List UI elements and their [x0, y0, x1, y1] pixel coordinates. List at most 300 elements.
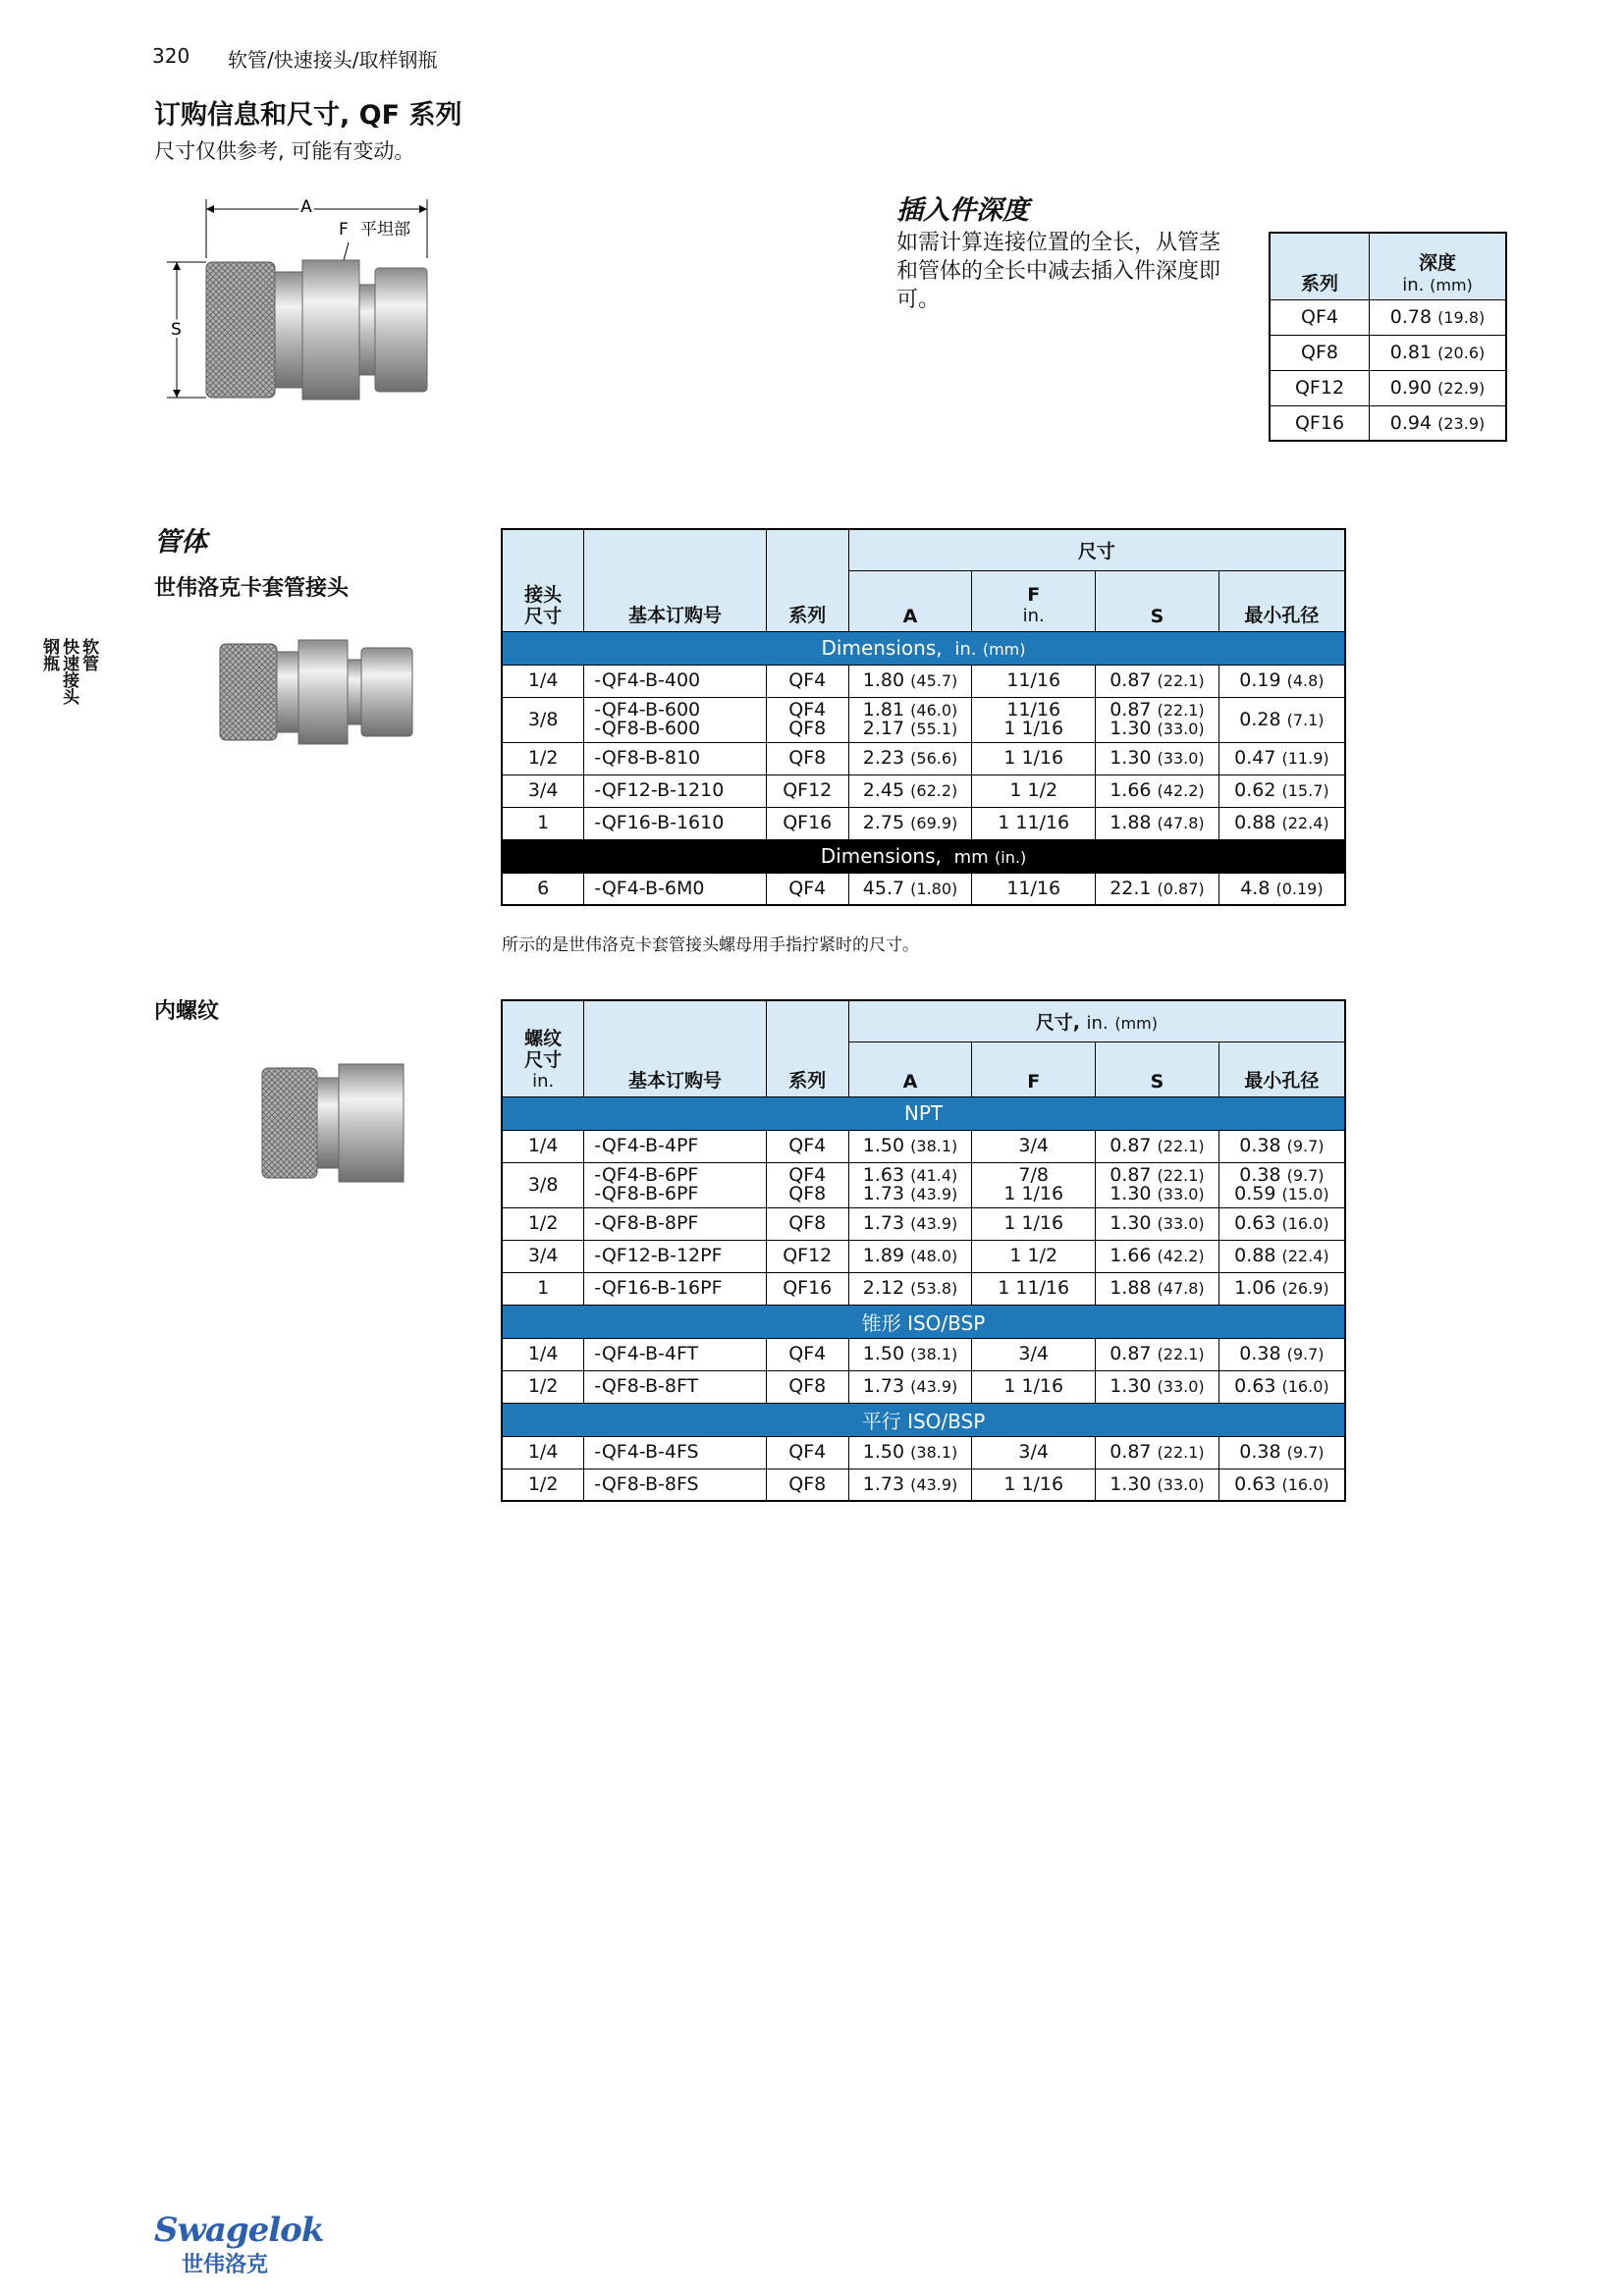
cell-a-line [849, 1137, 972, 1155]
order-number: -QF4-B-4PF [594, 1135, 699, 1156]
cell-a-line [849, 1214, 972, 1233]
cell-a-line [849, 1472, 972, 1495]
cell-order-number [584, 1207, 767, 1240]
cell-a-line [849, 1377, 972, 1396]
cell-s-alt: (22.1) [1157, 671, 1205, 690]
cell-s-main: 0.87 [1110, 699, 1152, 721]
col-a: A [848, 1041, 972, 1096]
cell-order-number [584, 1272, 767, 1305]
cell-size: 3/8 [502, 697, 584, 742]
cell-s-alt: (33.0) [1157, 749, 1205, 768]
cell-a [848, 1468, 972, 1501]
cell-size: 6 [502, 873, 584, 905]
cell-min-bore-line [1219, 749, 1344, 768]
f-value: 1 1/16 [1003, 747, 1064, 769]
col-connector-size-1: 接头 [524, 583, 563, 606]
dimension-diagram [157, 191, 452, 407]
cell-s-main: 1.88 [1110, 1277, 1152, 1299]
cell-order-number [584, 1436, 767, 1468]
cell-min-bore-alt: (7.1) [1286, 710, 1325, 729]
cell-min-bore-main: 0.59 [1234, 1183, 1276, 1204]
cell-s-main: 1.30 [1110, 1183, 1152, 1204]
f-value: 1 1/16 [1003, 1375, 1064, 1397]
cell-series [766, 1436, 848, 1468]
col-series: 系列 [766, 1000, 848, 1096]
cell-order-number [584, 1162, 767, 1207]
label-flat: 平坦部 [360, 220, 410, 240]
order-number: -QF4-B-4FT [594, 1343, 699, 1364]
insert-depth-title: 插入件深度 [896, 195, 1029, 226]
f-value: 1 1/2 [1009, 779, 1058, 801]
band-label: Dimensions, [821, 636, 943, 660]
cell-a-main: 45.7 [862, 877, 905, 899]
table-row [502, 1207, 1345, 1240]
depth-value [1370, 299, 1507, 335]
cell-f [972, 697, 1096, 742]
cell-s [1096, 1240, 1219, 1272]
col-min-bore: 最小孔径 [1218, 1041, 1345, 1096]
cell-s-line [1096, 749, 1218, 768]
depth-row [1270, 370, 1506, 405]
cell-order-number [584, 1468, 767, 1501]
side-tab-label-1: 软管 [79, 638, 98, 671]
cell-a-main: 1.73 [862, 1472, 905, 1495]
cell-min-bore [1218, 1338, 1345, 1370]
cell-min-bore [1218, 1272, 1345, 1305]
order-number: -QF4-B-400 [594, 669, 701, 691]
cell-s-line [1096, 781, 1218, 800]
cell-series [766, 873, 848, 905]
order-number: -QF8-B-810 [594, 747, 701, 769]
cell-a-alt: (46.0) [910, 701, 958, 720]
cell-a-line [849, 749, 972, 768]
cell-min-bore-line [1219, 1472, 1344, 1495]
cell-series [766, 1130, 848, 1162]
cell-s-line [1096, 1247, 1218, 1265]
order-number: -QF12-B-1210 [594, 779, 725, 801]
cell-min-bore-alt: (9.7) [1286, 1166, 1325, 1185]
cell-s-line [1096, 671, 1218, 690]
depth-row [1270, 405, 1506, 441]
cell-min-bore-main: 0.88 [1234, 1245, 1276, 1266]
depth-in: 0.78 [1389, 306, 1433, 328]
cell-s [1096, 1468, 1219, 1501]
cell-min-bore-main: 0.38 [1239, 1441, 1281, 1463]
cell-a-alt: (41.4) [910, 1166, 958, 1185]
series-value: QF8 [788, 1375, 827, 1397]
cell-s-alt: (42.2) [1157, 1247, 1205, 1265]
cell-min-bore-alt: (15.7) [1281, 781, 1329, 800]
cell-s-main: 0.87 [1110, 1135, 1152, 1156]
cell-a-main: 1.50 [862, 1343, 905, 1364]
cell-a [848, 1240, 972, 1272]
cell-a-alt: (43.9) [910, 1474, 958, 1494]
table-note: 所示的是世伟洛克卡套管接头螺母用手指拧紧时的尺寸。 [502, 935, 919, 955]
cell-min-bore-main: 0.38 [1239, 1135, 1281, 1156]
col-f-unit: in. [1022, 605, 1045, 626]
cell-series [766, 1272, 848, 1305]
cell-a-main: 2.75 [862, 812, 905, 833]
col-depth-unit-mm: (mm) [1430, 275, 1473, 294]
label-s: S [171, 320, 182, 340]
cell-a-line [849, 781, 972, 800]
col-thread-size [502, 1000, 584, 1096]
cell-s-alt: (22.1) [1157, 1166, 1205, 1185]
order-number: -QF4-B-600 [594, 699, 701, 721]
col-connector-size-2: 尺寸 [524, 605, 563, 627]
cell-f [972, 1130, 1096, 1162]
cell-min-bore [1218, 697, 1345, 742]
table-row [502, 742, 1345, 774]
cell-s-alt: (22.1) [1157, 1345, 1205, 1363]
cell-order-number [584, 1338, 767, 1370]
cell-min-bore-alt: (16.0) [1281, 1474, 1329, 1494]
cell-series [766, 1162, 848, 1207]
table-row [502, 807, 1345, 839]
depth-series: QF4 [1270, 299, 1370, 335]
insert-depth-table [1269, 232, 1507, 442]
tube-fitting-photo [218, 638, 414, 746]
cell-a-alt: (45.7) [910, 671, 958, 690]
cell-s [1096, 1370, 1219, 1403]
cell-s-line [1096, 1443, 1218, 1462]
cell-min-bore-line [1219, 877, 1344, 899]
band-label: Dimensions, [820, 844, 942, 868]
cell-min-bore-alt: (9.7) [1286, 1345, 1325, 1363]
col-depth-unit-in: in. [1402, 274, 1425, 295]
cell-s-alt: (22.1) [1157, 701, 1205, 720]
cell-size: 1 [502, 807, 584, 839]
series-value: QF8 [788, 747, 827, 769]
tube-fitting-table [501, 528, 1346, 906]
cell-min-bore-main: 0.62 [1234, 779, 1276, 801]
band-thread-type [502, 1305, 1345, 1338]
cell-s [1096, 1272, 1219, 1305]
cell-min-bore-main: 4.8 [1240, 877, 1271, 899]
series-value: QF4 [788, 1164, 827, 1186]
label-a: A [300, 197, 312, 217]
band-thread-type-label: 平行 ISO/BSP [502, 1403, 1345, 1436]
cell-a-alt: (53.8) [910, 1279, 958, 1298]
f-value: 3/4 [1018, 1343, 1049, 1364]
cell-min-bore [1218, 1207, 1345, 1240]
band-thread-type-label: 锥形 ISO/BSP [502, 1305, 1345, 1338]
cell-s-main: 1.88 [1110, 812, 1152, 833]
cell-min-bore-line [1219, 1247, 1344, 1265]
f-value: 1 1/16 [1003, 1183, 1064, 1204]
cell-a [848, 1162, 972, 1207]
cell-a-line [849, 1345, 972, 1363]
cell-series [766, 774, 848, 807]
col-order-number: 基本订购号 [584, 1000, 767, 1096]
cell-f [972, 873, 1096, 905]
col-a: A [848, 570, 972, 631]
cell-min-bore-main: 0.28 [1239, 708, 1281, 730]
cell-min-bore [1218, 1468, 1345, 1501]
col-dimensions-unit: in. [1086, 1012, 1109, 1034]
col-thread-size-unit: in. [532, 1070, 555, 1092]
thread-rows [502, 1096, 1345, 1501]
band-unit: mm [953, 847, 989, 868]
f-value: 1 1/16 [1003, 1472, 1064, 1495]
cell-min-bore-main: 1.06 [1234, 1277, 1276, 1299]
cell-min-bore-alt: (16.0) [1281, 1377, 1329, 1396]
depth-in: 0.90 [1389, 377, 1433, 399]
order-number: -QF16-B-16PF [594, 1277, 723, 1299]
cell-s-line [1096, 1279, 1218, 1298]
cell-min-bore-main: 0.19 [1239, 669, 1281, 691]
table-row [502, 1240, 1345, 1272]
cell-a [848, 774, 972, 807]
f-value: 3/4 [1018, 1135, 1049, 1156]
order-number: -QF8-B-6PF [594, 1183, 699, 1204]
cell-a-alt: (56.6) [910, 749, 958, 768]
depth-series: QF16 [1270, 405, 1370, 441]
cell-series [766, 1207, 848, 1240]
cell-a-main: 1.73 [862, 1375, 905, 1397]
cell-s-main: 0.87 [1110, 669, 1152, 691]
logo-chinese: 世伟洛克 [182, 2253, 269, 2277]
band-thread-type-label: NPT [502, 1096, 1345, 1130]
table-row [502, 1272, 1345, 1305]
cell-s [1096, 873, 1219, 905]
cell-a-line [849, 814, 972, 832]
page-number: 320 [152, 44, 190, 68]
cell-a-main: 1.63 [862, 1164, 905, 1186]
cell-s-main: 1.30 [1110, 718, 1152, 739]
cell-min-bore-line [1219, 1377, 1344, 1396]
band-unit2: (in.) [995, 848, 1027, 867]
col-dimensions [848, 1000, 1345, 1041]
f-value: 7/8 [1018, 1164, 1049, 1186]
f-value: 1 11/16 [998, 1277, 1070, 1299]
cell-a-main: 2.23 [862, 747, 905, 769]
cell-a-main: 1.89 [862, 1245, 905, 1266]
cell-size: 1/4 [502, 665, 584, 697]
f-value: 1 1/16 [1003, 718, 1064, 739]
cell-min-bore-alt: (22.4) [1281, 814, 1329, 832]
cell-min-bore-main: 0.88 [1234, 812, 1276, 833]
section-title: 软管/快速接头/取样钢瓶 [228, 48, 438, 72]
cell-min-bore-alt: (22.4) [1281, 1247, 1329, 1265]
band-dimensions-mm-cell [502, 839, 1345, 873]
cell-s-main: 1.66 [1110, 1245, 1152, 1266]
cell-min-bore-line [1219, 708, 1344, 730]
col-thread-size-2: 尺寸 [524, 1048, 563, 1071]
cell-s-alt: (33.0) [1157, 1474, 1205, 1494]
f-value: 1 1/2 [1009, 1245, 1058, 1266]
col-depth-label: 深度 [1418, 251, 1456, 274]
cell-s-main: 1.30 [1110, 747, 1152, 769]
cell-order-number [584, 742, 767, 774]
cell-series [766, 1370, 848, 1403]
cell-s-alt: (22.1) [1157, 1137, 1205, 1155]
table-row [502, 1130, 1345, 1162]
cell-order-number [584, 1240, 767, 1272]
cell-s-alt: (47.8) [1157, 814, 1205, 832]
table-row [502, 774, 1345, 807]
cell-min-bore-main: 0.47 [1234, 747, 1276, 769]
cell-a-main: 2.12 [862, 1277, 905, 1299]
cell-size: 1/4 [502, 1436, 584, 1468]
band-dimensions-mm [502, 839, 1345, 873]
cell-min-bore [1218, 873, 1345, 905]
depth-value [1370, 335, 1507, 370]
cell-min-bore-alt: (15.0) [1281, 1185, 1329, 1203]
page-title: 订购信息和尺寸, QF 系列 [154, 100, 462, 131]
cell-min-bore-line [1219, 1185, 1344, 1203]
cell-min-bore [1218, 1436, 1345, 1468]
cell-order-number [584, 1370, 767, 1403]
f-value: 3/4 [1018, 1441, 1049, 1463]
depth-mm: (23.9) [1437, 413, 1486, 433]
col-f: F [972, 1041, 1096, 1096]
cell-s-alt: (33.0) [1157, 1214, 1205, 1233]
series-value: QF4 [788, 1441, 827, 1463]
table-row [502, 1370, 1345, 1403]
col-s: S [1096, 1041, 1219, 1096]
cell-series [766, 1468, 848, 1501]
cell-s [1096, 1130, 1219, 1162]
cell-min-bore [1218, 1370, 1345, 1403]
cell-s [1096, 697, 1219, 742]
cell-s-alt: (33.0) [1157, 1185, 1205, 1203]
cell-a-alt: (48.0) [910, 1247, 958, 1265]
cell-min-bore-alt: (9.7) [1286, 1137, 1325, 1155]
f-value: 11/16 [1006, 699, 1061, 721]
cell-series [766, 742, 848, 774]
cell-size: 3/4 [502, 774, 584, 807]
cell-f [972, 665, 1096, 697]
cell-min-bore-main: 0.63 [1234, 1375, 1276, 1397]
series-value: QF4 [788, 1343, 827, 1364]
cell-min-bore [1218, 665, 1345, 697]
table-row [502, 1338, 1345, 1370]
depth-value [1370, 405, 1507, 441]
cell-s-line [1096, 1185, 1218, 1203]
depth-row [1270, 335, 1506, 370]
cell-min-bore-main: 0.38 [1239, 1343, 1281, 1364]
cell-a [848, 697, 972, 742]
cell-min-bore-line [1219, 1279, 1344, 1298]
cell-s [1096, 742, 1219, 774]
cell-s-main: 1.30 [1110, 1212, 1152, 1234]
cell-s [1096, 1338, 1219, 1370]
depth-mm: (19.8) [1437, 308, 1486, 327]
cell-a-line [849, 1247, 972, 1265]
cell-min-bore-line [1219, 1214, 1344, 1233]
cell-min-bore [1218, 774, 1345, 807]
cell-s-alt: (42.2) [1157, 781, 1205, 800]
cell-order-number [584, 873, 767, 905]
cell-f [972, 1162, 1096, 1207]
cell-s-line [1096, 1472, 1218, 1495]
cell-s-alt: (22.1) [1157, 1443, 1205, 1462]
tube-rows-mm [502, 873, 1345, 905]
cell-size: 1/2 [502, 1468, 584, 1501]
order-number: -QF12-B-12PF [594, 1245, 723, 1266]
body-section-title: 管体 [154, 527, 207, 558]
series-value: QF16 [783, 812, 833, 833]
band-unit: in. [954, 639, 977, 660]
cell-min-bore-alt: (11.9) [1281, 749, 1329, 768]
cell-s-line [1096, 814, 1218, 832]
cell-series [766, 807, 848, 839]
cell-min-bore-alt: (4.8) [1286, 671, 1325, 690]
series-value: QF4 [788, 699, 827, 721]
cell-f [972, 1207, 1096, 1240]
cell-a [848, 1130, 972, 1162]
female-thread-table [501, 999, 1346, 1502]
col-dimensions-unit2: (mm) [1114, 1013, 1158, 1033]
series-value: QF8 [788, 1183, 827, 1204]
cell-s [1096, 774, 1219, 807]
cell-a-main: 1.50 [862, 1135, 905, 1156]
side-tab [22, 638, 100, 746]
col-dimensions: 尺寸 [848, 529, 1345, 570]
cell-a-alt: (69.9) [910, 814, 958, 832]
col-s: S [1096, 570, 1219, 631]
cell-a-alt: (43.9) [910, 1214, 958, 1233]
cell-f [972, 1436, 1096, 1468]
cell-a [848, 873, 972, 905]
col-f [972, 570, 1096, 631]
cell-a-alt: (43.9) [910, 1185, 958, 1203]
order-number: -QF8-B-8FS [594, 1472, 699, 1495]
cell-min-bore [1218, 1162, 1345, 1207]
series-value: QF8 [788, 1212, 827, 1234]
tube-rows-in [502, 665, 1345, 839]
cell-a-alt: (38.1) [910, 1443, 958, 1462]
col-series: 系列 [766, 529, 848, 631]
col-order-number: 基本订购号 [584, 529, 767, 631]
cell-order-number [584, 665, 767, 697]
cell-s [1096, 665, 1219, 697]
cell-size: 1/4 [502, 1130, 584, 1162]
cell-order-number [584, 697, 767, 742]
cell-s [1096, 1436, 1219, 1468]
order-number: -QF8-B-8PF [594, 1212, 699, 1234]
cell-s-alt: (33.0) [1157, 1377, 1205, 1396]
series-value: QF8 [788, 1472, 827, 1495]
cell-s-line [1096, 1137, 1218, 1155]
cell-s-main: 22.1 [1110, 877, 1152, 899]
depth-in: 0.94 [1389, 411, 1433, 434]
f-value: 1 11/16 [998, 812, 1070, 833]
table-row [502, 697, 1345, 742]
col-connector-size [502, 529, 584, 631]
series-value: QF4 [788, 669, 827, 691]
cell-a-main: 1.80 [862, 669, 905, 691]
f-value: 11/16 [1006, 669, 1061, 691]
cell-s-main: 1.30 [1110, 1472, 1152, 1495]
label-f: F [339, 220, 349, 240]
cell-a-line [849, 1443, 972, 1462]
cell-s-alt: (0.87) [1157, 879, 1205, 898]
cell-a-main: 1.81 [862, 699, 905, 721]
cell-size: 1/2 [502, 1207, 584, 1240]
cell-min-bore-alt: (0.19) [1275, 879, 1324, 898]
depth-mm: (20.6) [1437, 344, 1486, 362]
cell-min-bore-main: 0.63 [1234, 1212, 1276, 1234]
table-row [502, 1436, 1345, 1468]
cell-a [848, 665, 972, 697]
col-series: 系列 [1270, 233, 1370, 299]
cell-a-main: 1.73 [862, 1183, 905, 1204]
order-number: -QF4-B-4FS [594, 1441, 699, 1463]
cell-order-number [584, 807, 767, 839]
cell-series [766, 1240, 848, 1272]
